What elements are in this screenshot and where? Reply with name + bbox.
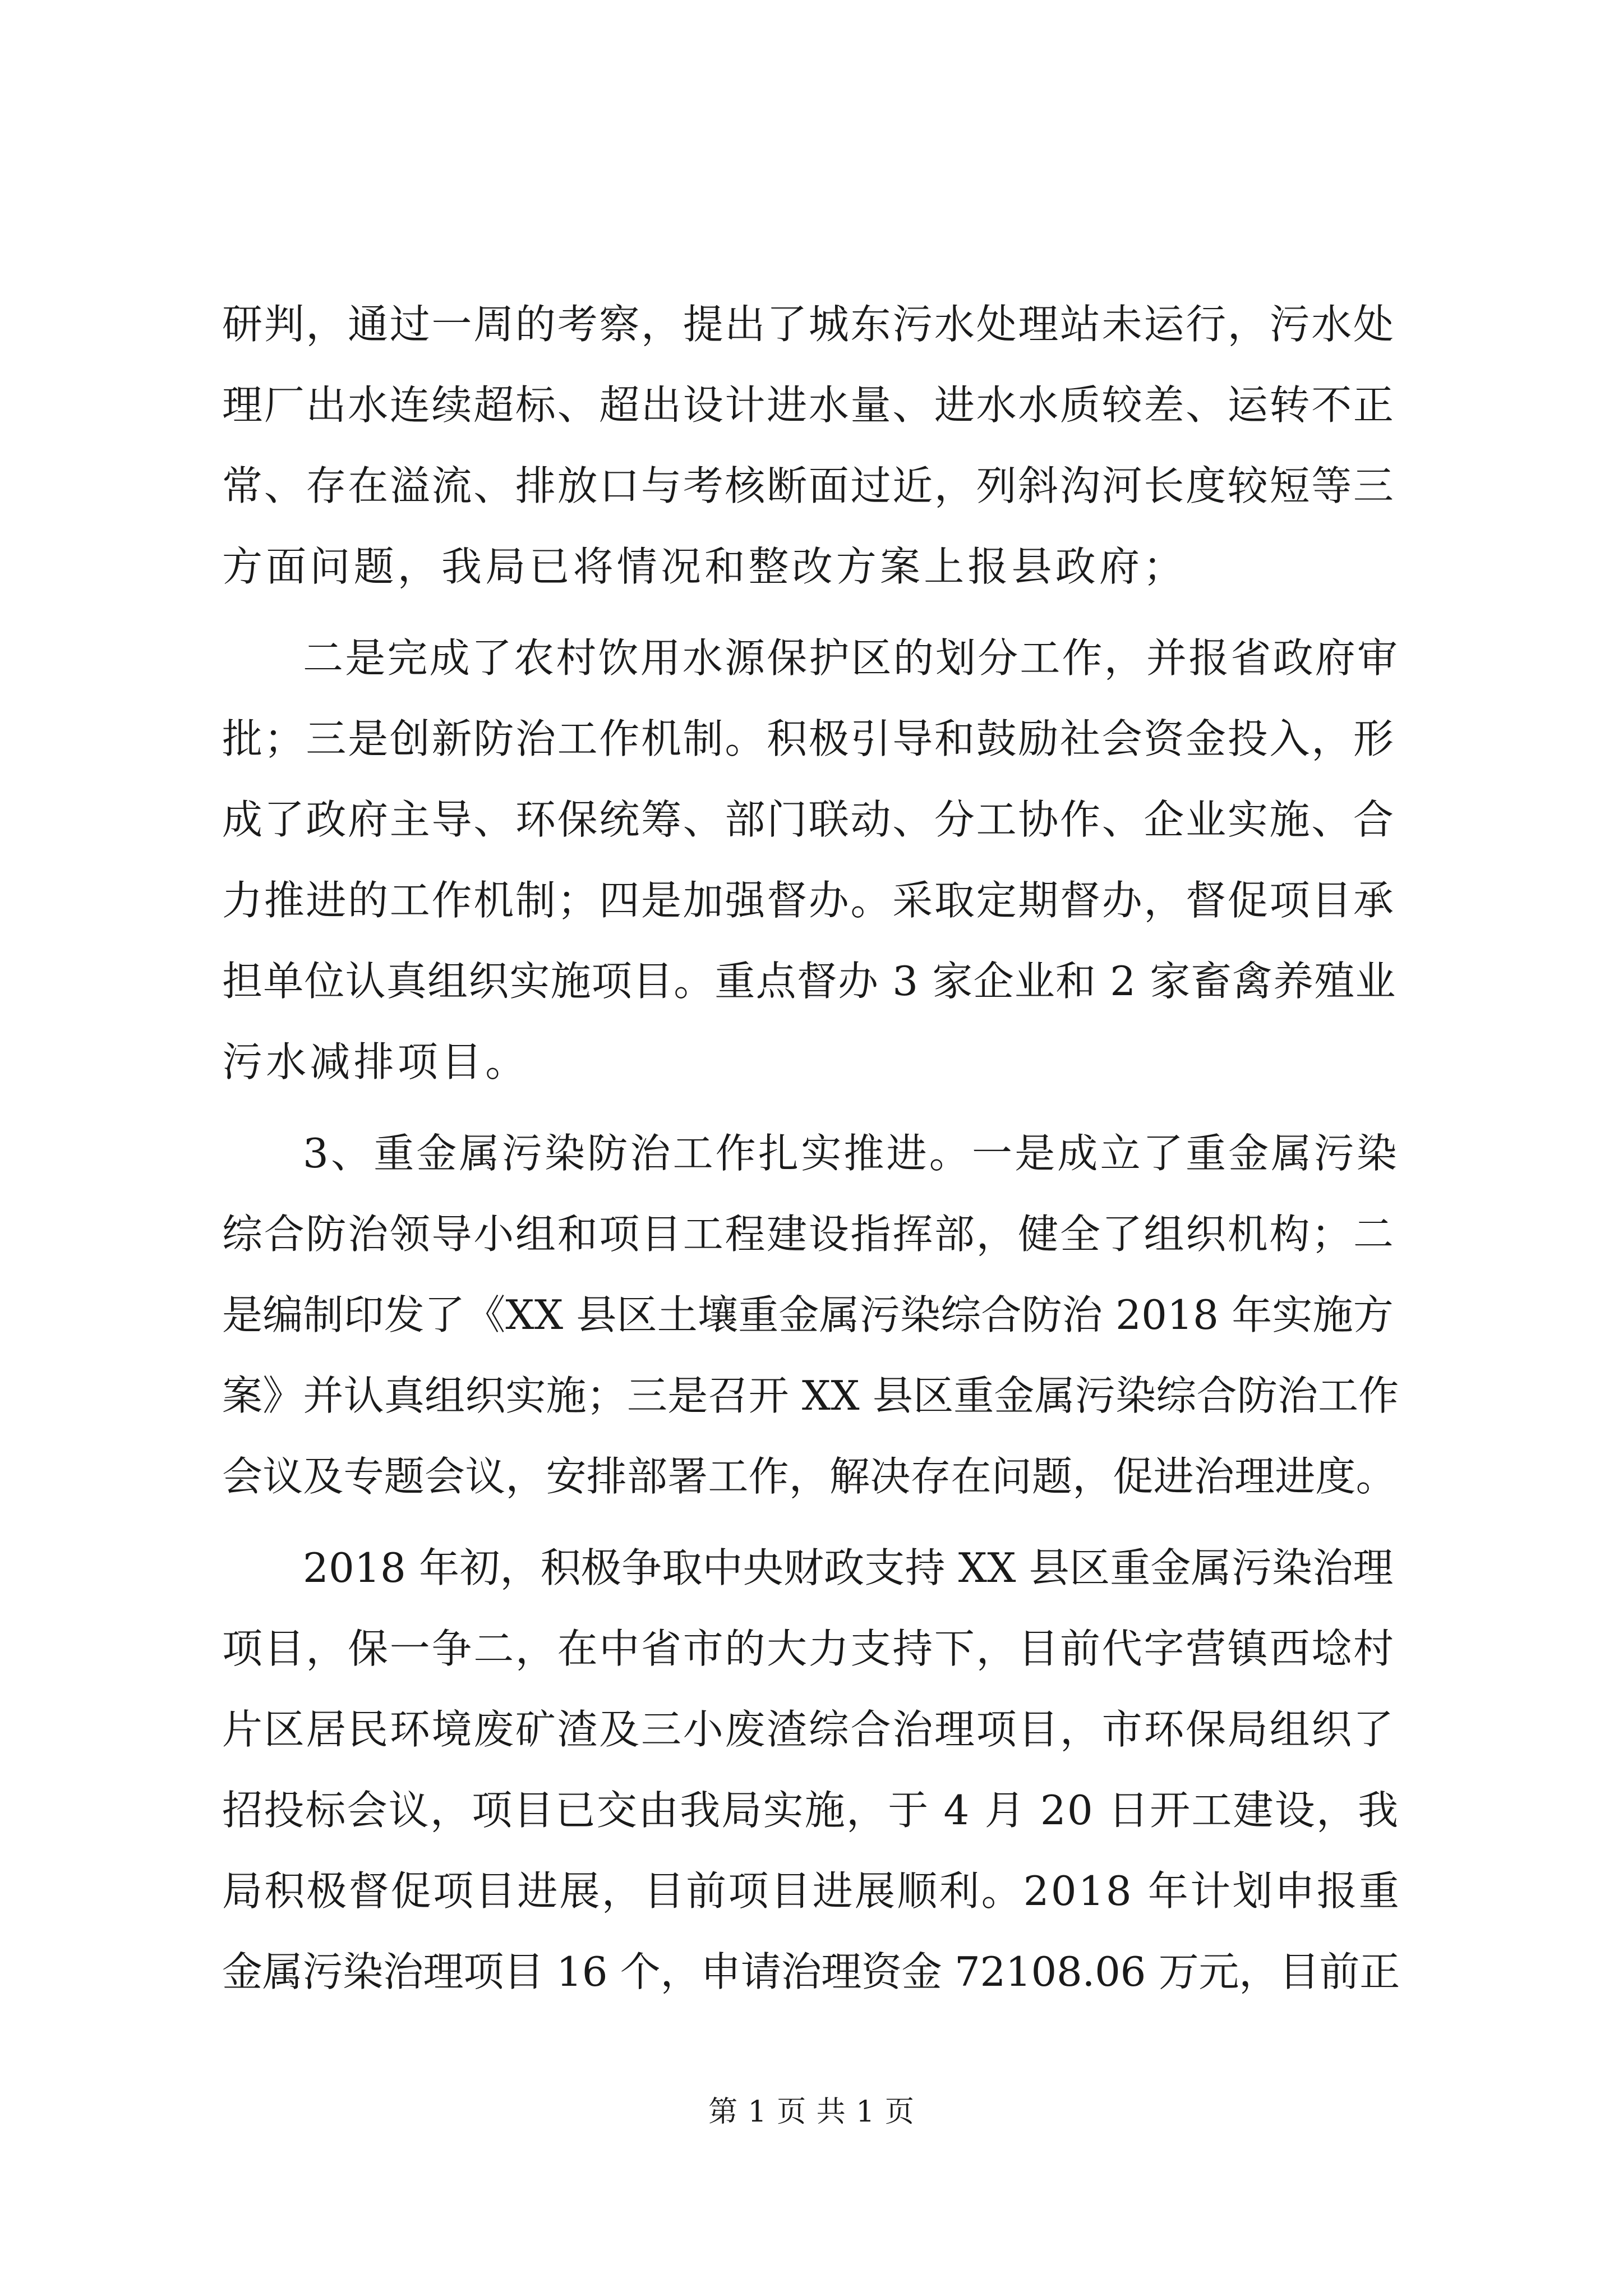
text-line: 方面问题，我局已将情况和整改方案上报县政府； [222,543,1187,590]
text-line: 项目，保一争二，在中省市的大力支持下，目前代字营镇西埝村 [222,1625,1395,1672]
text-line: 力推进的工作机制；四是加强督办。采取定期督办，督促项目承 [222,877,1395,924]
text-line: 综合防治领导小组和项目工程建设指挥部，健全了组织机构；二 [222,1211,1395,1258]
text-line: 招投标会议，项目已交由我局实施，于 4 月 20 日开工建设，我 [222,1787,1400,1834]
text-line: 批；三是创新防治工作机制。积极引导和鼓励社会资金投入，形 [222,715,1395,762]
paragraph-first-line: 2018 年初，积极争取中央财政支持 XX 县区重金属污染治理 [303,1544,1394,1591]
paragraph-first-line: 3、重金属污染防治工作扎实推进。一是成立了重金属污染 [303,1130,1400,1177]
text-line: 担单位认真组织实施项目。重点督办 3 家企业和 2 家畜禽养殖业 [222,958,1396,1005]
text-line: 理厂出水连续超标、超出设计进水量、进水水质较差、运转不正 [222,381,1395,429]
text-line: 案》并认真组织实施；三是召开 XX 县区重金属污染综合防治工作 [222,1372,1399,1419]
text-line: 片区居民环境废矿渣及三小废渣综合治理项目，市环保局组织了 [222,1706,1395,1753]
text-line: 会议及专题会议，安排部署工作，解决存在问题，促进治理进度。 [222,1453,1396,1500]
text-line: 研判，通过一周的考察，提出了城东污水处理站未运行，污水处 [222,301,1395,348]
text-line: 污水减排项目。 [222,1038,529,1085]
text-line: 金属污染治理项目 16 个，申请治理资金 72108.06 万元，目前正 [222,1948,1400,1995]
text-line: 成了政府主导、环保统筹、部门联动、分工协作、企业实施、合 [222,796,1395,843]
paragraph-first-line: 二是完成了农村饮用水源保护区的划分工作，并报省政府审 [303,634,1400,682]
text-line: 是编制印发了《XX 县区土壤重金属污染综合防治 2018 年实施方 [222,1291,1394,1338]
text-line: 常、存在溢流、排放口与考核断面过近，列斜沟河长度较短等三 [222,462,1395,509]
text-line: 局积极督促项目进展，目前项目进展顺利。2018 年计划申报重 [222,1867,1401,1915]
page-footer: 第 1 页 共 1 页 [708,2095,915,2129]
